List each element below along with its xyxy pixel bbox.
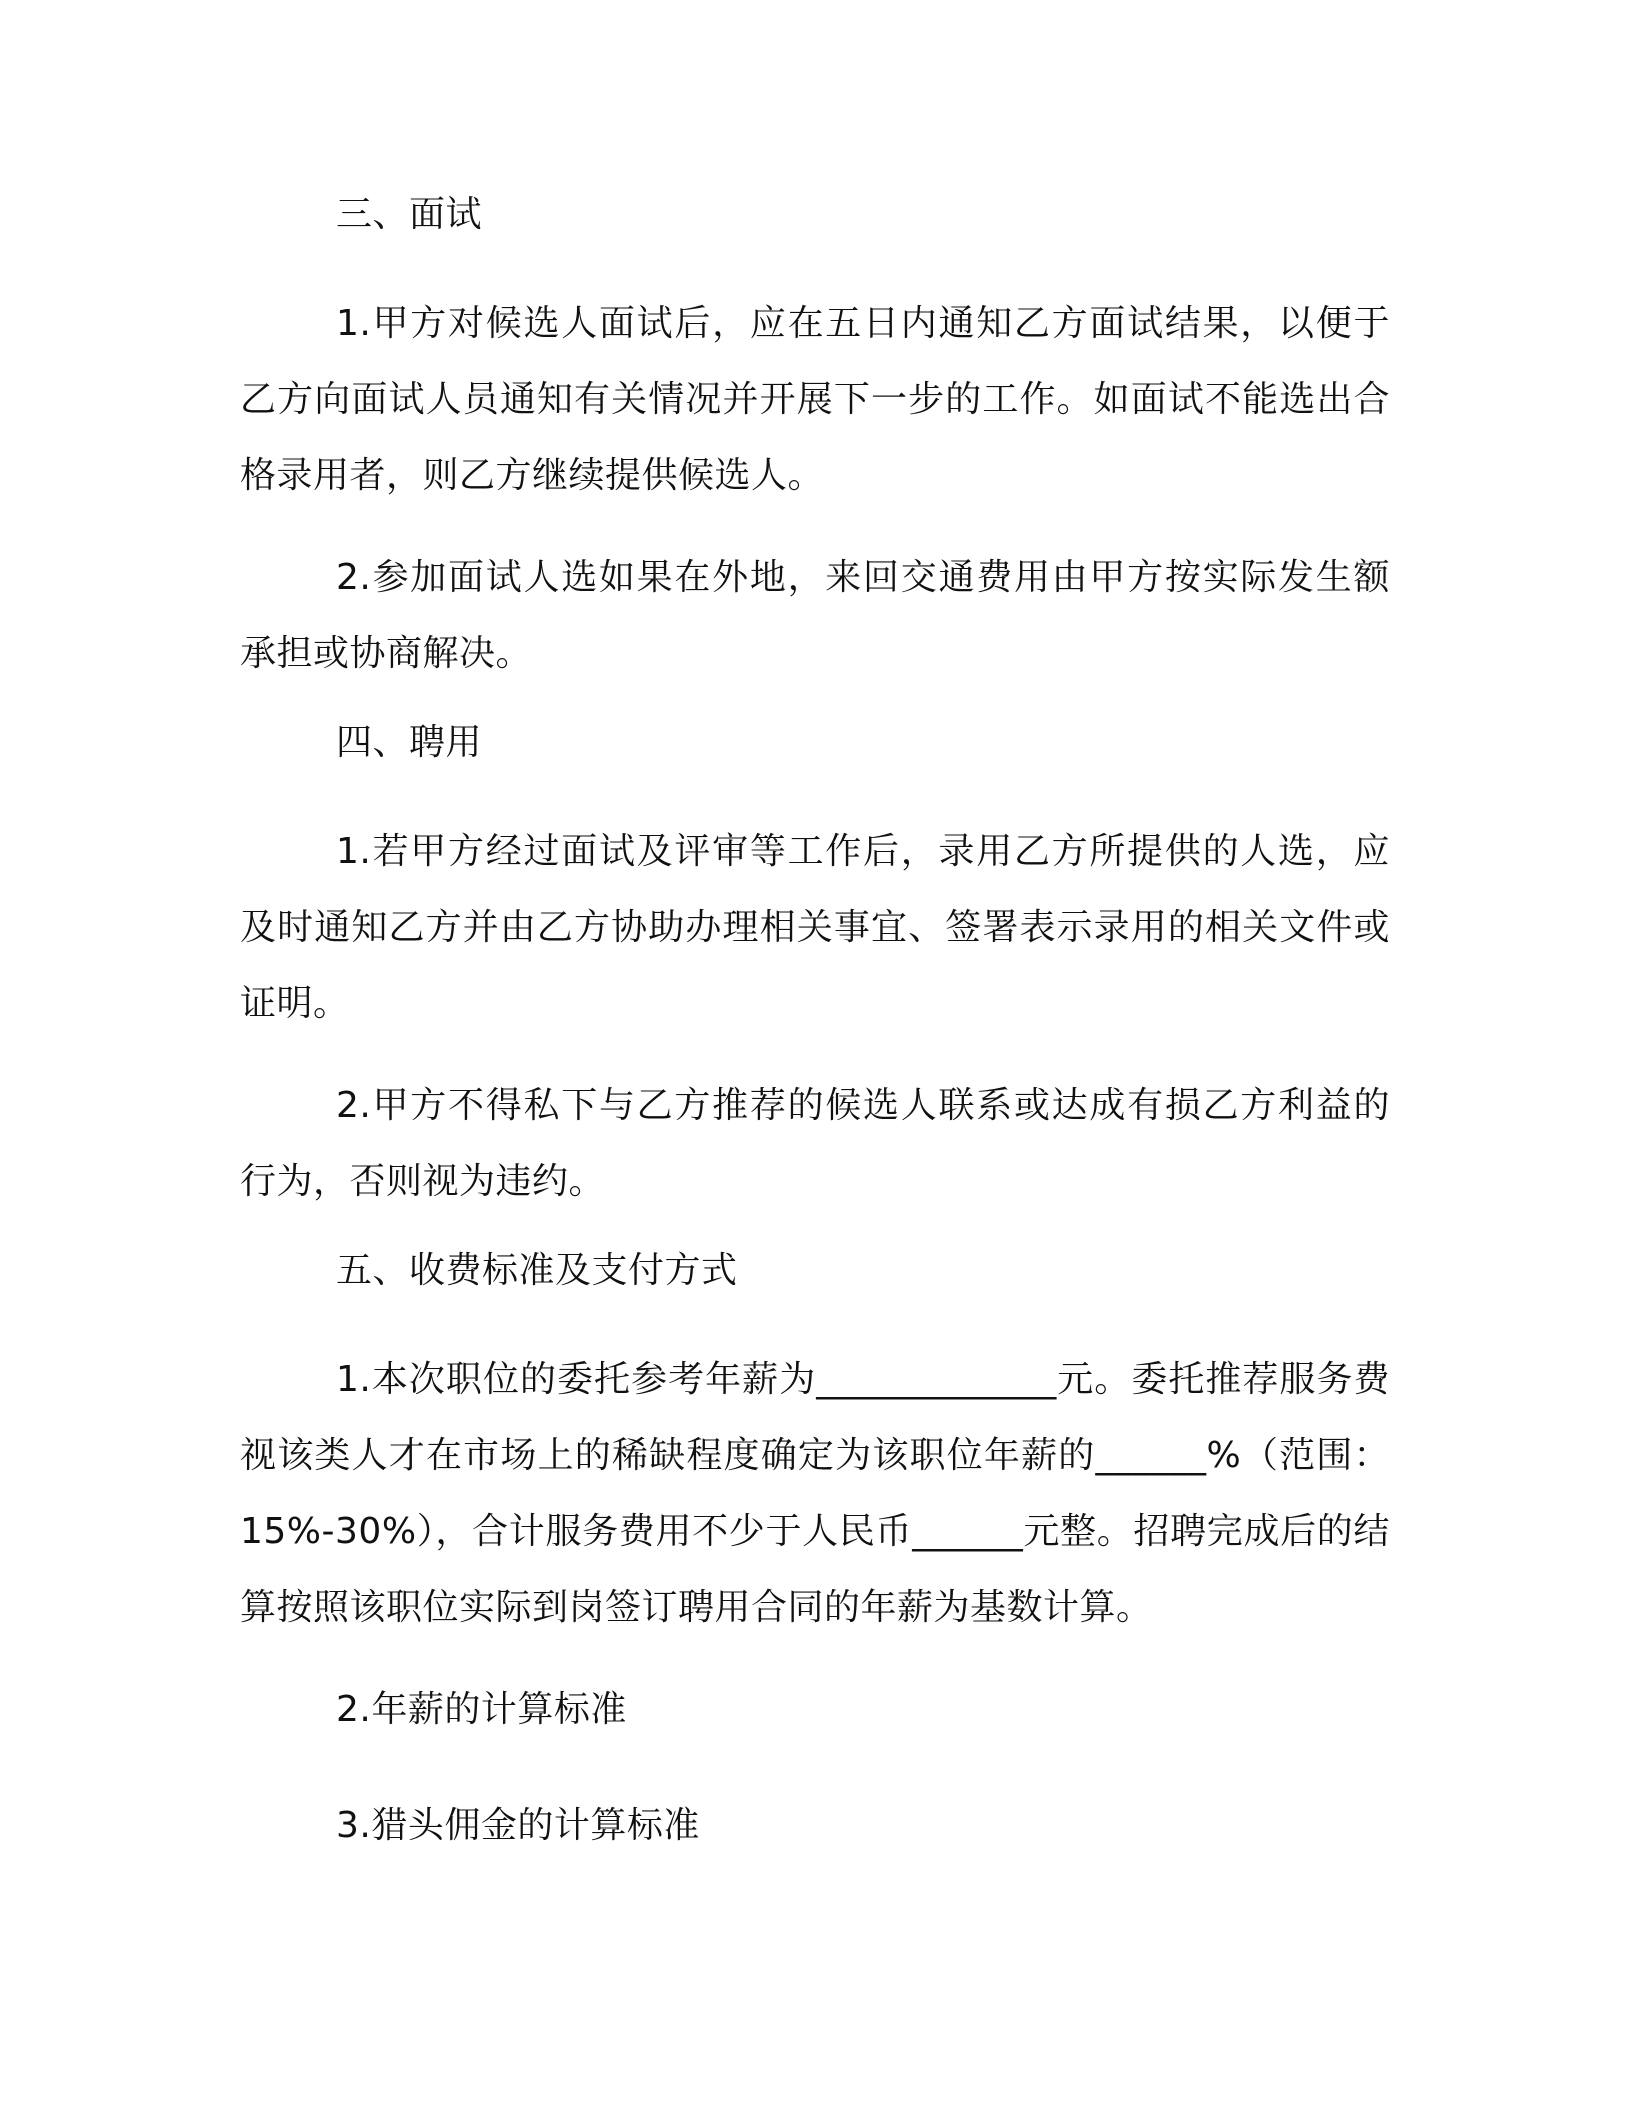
paragraph-fees-1: 1.本次职位的委托参考年薪为_____________元。委托推荐服务费视该类人才在市场上的稀缺程度确定为该职位年薪的______%（范围：15%-30%），合计服务费用不少于人民币______元整。招聘完成后的结算按照该职位实际到岗签订聘用合同的年薪为基数计算。 [240, 1359, 1390, 1628]
section-heading-fees: 五、收费标准及支付方式 [336, 1250, 738, 1291]
document-content [240, 190, 1390, 1864]
section-heading-interview: 三、面试 [336, 194, 483, 235]
section-heading-hiring: 四、聘用 [336, 722, 483, 763]
paragraph-fees-3: 3.猎头佣金的计算标准 [336, 1805, 700, 1846]
paragraph-fees-2: 2.年薪的计算标准 [336, 1689, 627, 1730]
paragraph-interview-2: 2.参加面试人选如果在外地，来回交通费用由甲方按实际发生额承担或协商解决。 [240, 557, 1390, 674]
paragraph-interview-1: 1.甲方对候选人面试后，应在五日内通知乙方面试结果，以便于乙方向面试人员通知有关情况并开展下一步的工作。如面试不能选出合格录用者，则乙方继续提供候选人。 [240, 303, 1390, 496]
paragraph-hiring-2: 2.甲方不得私下与乙方推荐的候选人联系或达成有损乙方利益的行为，否则视为违约。 [240, 1085, 1390, 1202]
paragraph-hiring-1: 1.若甲方经过面试及评审等工作后，录用乙方所提供的人选，应及时通知乙方并由乙方协助办理相关事宜、签署表示录用的相关文件或证明。 [240, 831, 1390, 1024]
